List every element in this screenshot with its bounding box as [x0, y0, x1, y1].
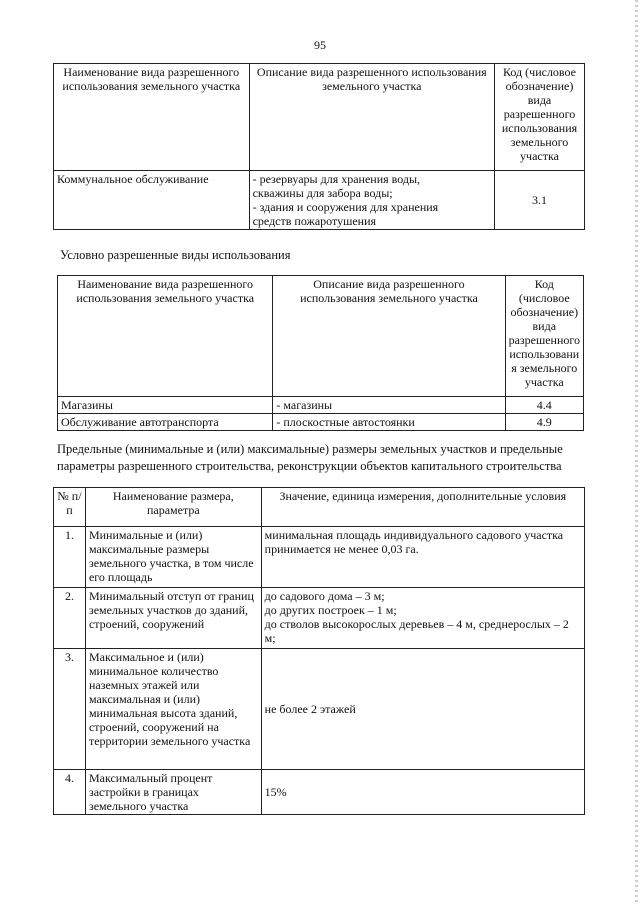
row-num: 2.: [54, 588, 86, 649]
table-header-row: [54, 64, 585, 171]
table-header-row: [58, 276, 584, 397]
header-name: Наименование вида разрешенного использования земельного участка: [54, 64, 250, 171]
row-num: 3.: [54, 649, 86, 770]
description-line: средств пожаротушения: [252, 214, 377, 228]
header-name: Наименование вида разрешенного использования земельного участка: [58, 276, 273, 397]
row-name: Магазины: [58, 397, 273, 414]
row-value: не более 2 этажей: [261, 649, 584, 770]
row-code: 4.4: [505, 397, 583, 414]
row-code: 4.9: [505, 414, 583, 431]
row-name: Максимальное и (или) минимальное количество наземных этажей или максимальная и (или) минимальная высота зданий, строений, сооружений на территории земельного участка: [85, 649, 261, 770]
row-description: [249, 171, 494, 230]
row-name: Минимальные и (или) максимальные размеры земельного участка, в том числе его площадь: [85, 527, 261, 588]
page-number: 95: [314, 38, 326, 52]
row-value: 15%: [261, 770, 584, 815]
description-line: скважины для забора воды;: [252, 186, 393, 200]
header-name: Наименование размера, параметра: [85, 488, 261, 527]
table-header-row: [54, 488, 585, 527]
row-description: - магазины: [273, 397, 505, 414]
table-row: [54, 527, 585, 588]
row-name: Минимальный отступ от границ земельных участков до зданий, строений, сооружений: [85, 588, 261, 649]
limits-table: [53, 487, 585, 815]
permitted-use-table: [53, 63, 585, 230]
section-title-limits: Предельные (минимальные и (или) максимальные) размеры земельных участков и предельные параметры разрешенного строительства, реконструкции объектов капитального строительства: [57, 442, 563, 473]
header-code: Код (числовое обозначение) вида разрешенного использовани я земельного участка: [505, 276, 583, 397]
row-description: - плоскостные автостоянки: [273, 414, 505, 431]
header-description: Описание вида разрешенного использования земельного участка: [249, 64, 494, 171]
table-row: [58, 397, 584, 414]
row-num: 4.: [54, 770, 86, 815]
table-row: [58, 414, 584, 431]
value-line: до других построек – 1 м;: [264, 603, 397, 617]
row-value: минимальная площадь индивидуального садового участка принимается не менее 0,03 га.: [261, 527, 584, 588]
row-num: 1.: [54, 527, 86, 588]
row-name: Обслуживание автотранспорта: [58, 414, 273, 431]
row-name: Максимальный процент застройки в границах земельного участка: [85, 770, 261, 815]
table-row: [54, 649, 585, 770]
header-value: Значение, единица измерения, дополнительные условия: [261, 488, 584, 527]
scan-edge-artifact: [635, 0, 638, 905]
table-row: [54, 588, 585, 649]
value-line: до стволов высокорослых деревьев – 4 м, среднерослых – 2 м;: [264, 617, 569, 645]
row-name: Коммунальное обслуживание: [54, 171, 250, 230]
description-line: - резервуары для хранения воды,: [252, 172, 421, 186]
table-row: [54, 770, 585, 815]
section-title-conditional: Условно разрешенные виды использования: [60, 248, 291, 262]
conditional-use-table: [57, 275, 584, 431]
header-num: № п/п: [54, 488, 86, 527]
value-line: до садового дома – 3 м;: [264, 589, 385, 603]
header-description: Описание вида разрешенного использования земельного участка: [273, 276, 505, 397]
table-row: [54, 171, 585, 230]
row-code: 3.1: [495, 171, 585, 230]
row-value: [261, 588, 584, 649]
header-code: Код (числовое обозначение) вида разрешенного использования земельного участка: [495, 64, 585, 171]
description-line: - здания и сооружения для хранения: [252, 200, 439, 214]
